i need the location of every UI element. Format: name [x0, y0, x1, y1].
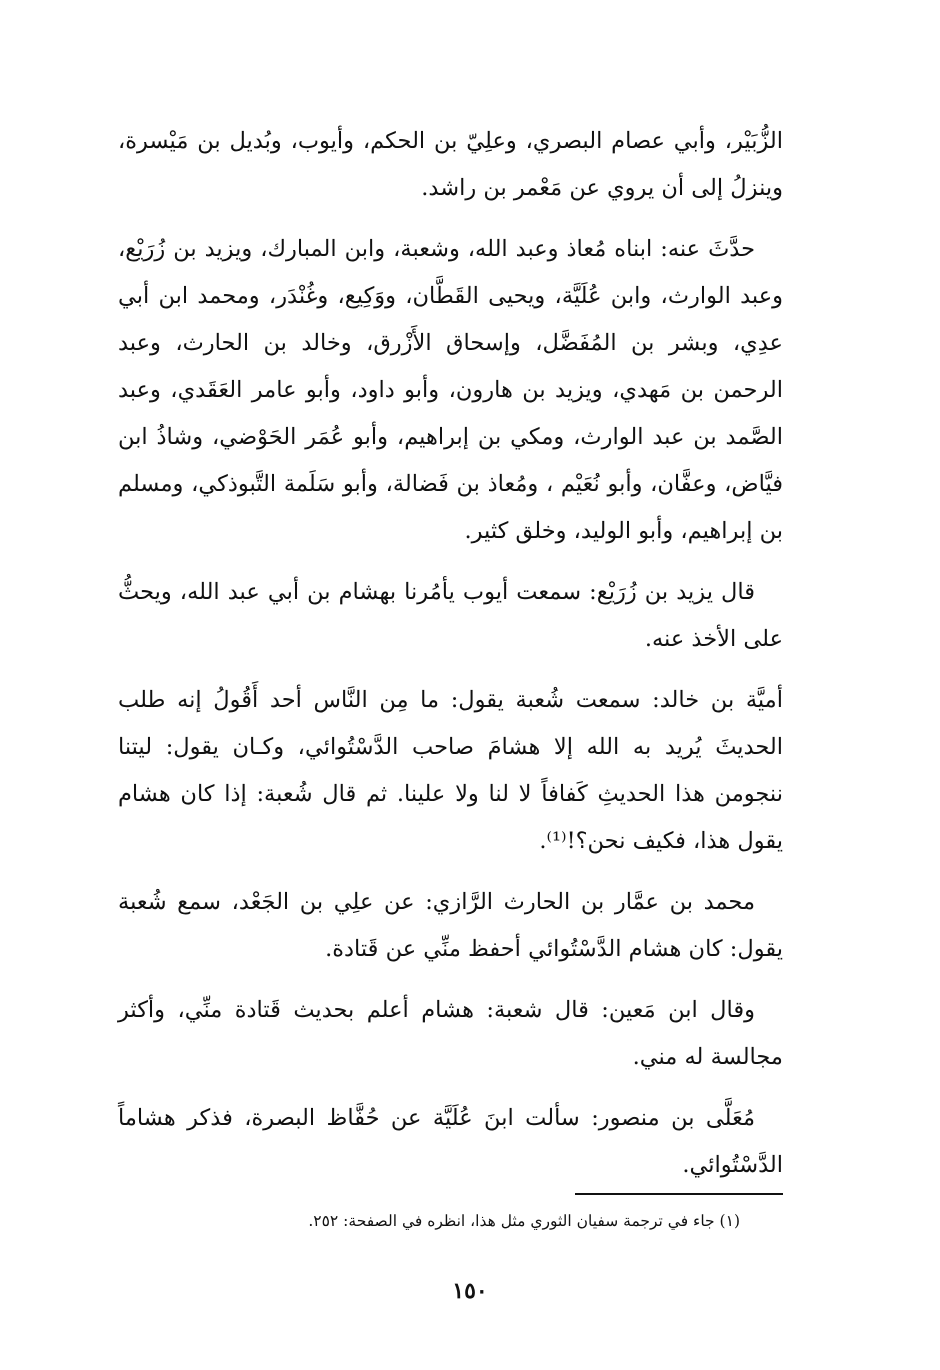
paragraph-1: الزُّبَيْر، وأبي عصام البصري، وعلِيّ بن الحكم، وأيوب، وبُديل بن مَيْسرة، وينزلُ إلى أن يروي عن مَعْمر بن راشد.: [118, 128, 783, 201]
footnote: (١) جاء في ترجمة سفيان الثوري مثل هذا، انظره في الصفحة: ٢٥٢.: [308, 1212, 740, 1230]
paragraph-2: حدَّثَ عنه: ابناه مُعاذ وعبد الله، وشعبة، وابن المبارك، ويزيد بن زُرَيْع، وعبد الوارث، وابن عُلَيَّة، ويحيى القَطَّان، ووَكِيع، وغُنْدَر، ومحمد ابن أبي عدِي، وبشر بن المُفَضَّل، وإسحاق الأَزْرق، وخالد بن الحارث، وعبد الرحمن بن مَهدي، ويزيد بن هارون، وأبو داود، وأبو عامر العَقَدي، وعبد الصَّمد بن عبد الوارث، ومكي بن إبراهيم، وأبو عُمَر الحَوْضي، وشاذُ ابن فيَّاض، وعفَّان، وأبو نُعَيْم ، ومُعاذ بن فَضالة، وأبو سَلَمة التَّبوذكي، ومسلم بن إبراهيم، وأبو الوليد، وخلق كثير.: [118, 236, 783, 544]
paragraph-7: مُعَلَّى بن منصور: سألت ابنَ عُلَيَّة عن حُفَّاظ البصرة، فذكر هشاماً الدَّسْتُوائي.: [118, 1105, 783, 1178]
main-text: [118, 118, 783, 1203]
paragraph-5: محمد بن عمَّار بن الحارث الرَّازي: عن علِي بن الجَعْد، سمع شُعبة يقول: كان هشام الدَّسْتُوائي أحفظ منِّي عن قَتادة.: [118, 889, 783, 962]
page-number: ١٥٠: [452, 1278, 488, 1304]
paragraph-3: قال يزيد بن زُرَيْع: سمعت أيوب يأمُرنا بهشام بن أبي عبد الله، ويحثُّ على الأخذ عنه.: [118, 579, 783, 652]
paragraph-4: أميَّة بن خالد: سمعت شُعبة يقول: ما مِن النَّاس أحد أَقُولُ إنه طلب الحديثَ يُريد به الله إلا هشامَ صاحب الدَّسْتُوائي، وكـان يقول: ليتنا ننجومن هذا الحديثِ كَفافاً لا لنا ولا علينا. ثم قال شُعبة: إذا كان هشام يقول هذا، فكيف نحن؟!⁽¹⁾.: [118, 687, 783, 854]
footnote-divider: [575, 1193, 783, 1195]
paragraph-6: وقال ابن مَعين: قال شعبة: هشام أعلم بحديث قَتادة منِّي، وأكثر مجالسة له مني.: [118, 997, 783, 1070]
